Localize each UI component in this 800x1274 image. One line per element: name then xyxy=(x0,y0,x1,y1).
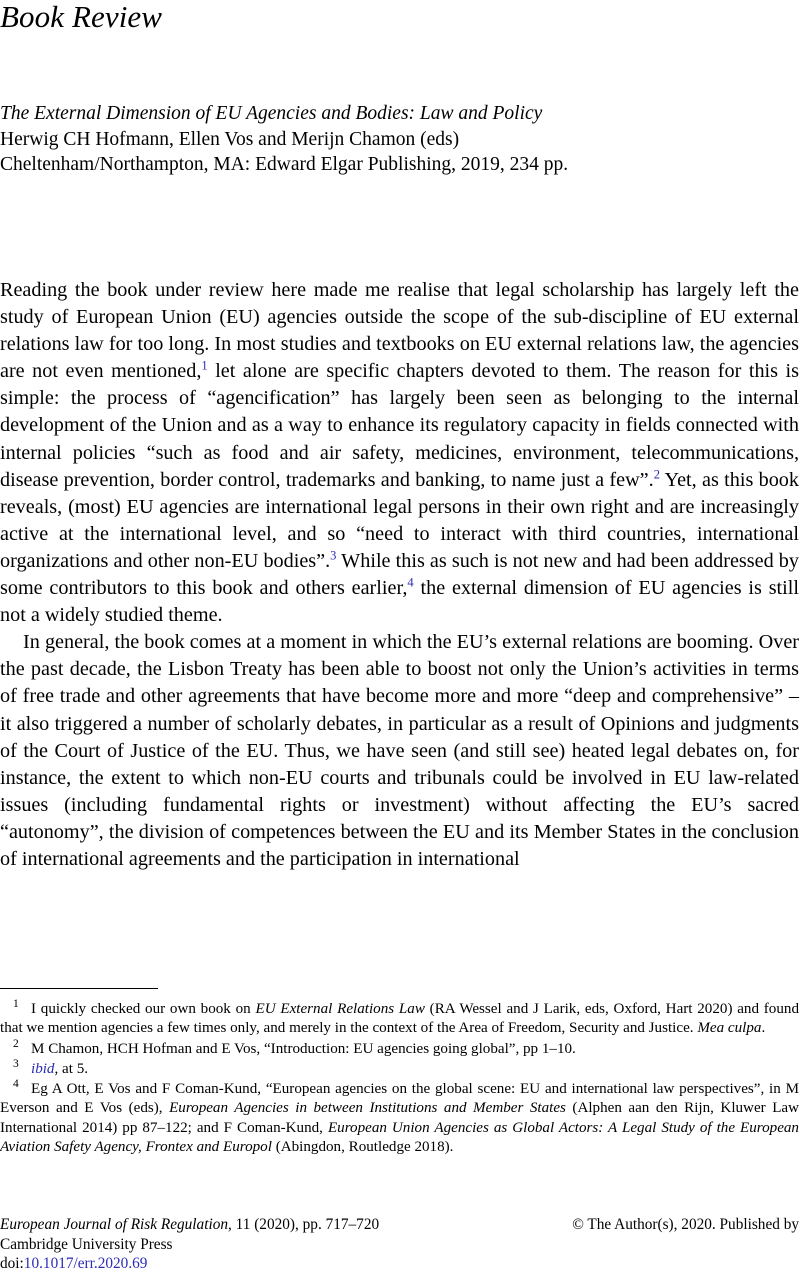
footnote-item-4: 4 Eg A Ott, E Vos and F Coman-Kund, “European agencies on the global scene: EU and international law perspectives”, in M Everson and E Vos (eds), European Agencies in between Institutions and Member States (Alphen aan den Rijn, Kluwer Law International 2014) pp 87–122; and F Coman-Kund, European Union Agencies as Global Actors: A Legal Study of the European Aviation Safety Agency, Frontex and Europol (Abingdon, Routledge 2018). xyxy=(0,1078,800,1156)
doi-label: doi: xyxy=(0,1255,24,1273)
paragraph-1-segment-3: Yet, as this book reveals, (most) EU agencies are international legal persons in their own right and are increasingly active at the international level, and so “need to interact with third countries, international organizations and other non-EU bodies”. xyxy=(0,468,799,572)
paragraph-1-segment-4: While this as such is not new and had been addressed by some contributors to this book and others earlier, xyxy=(0,549,799,600)
paragraph-1-segment-2: let alone are specific chapters devoted to them. The reason for this is simple: the process of “agencification” has largely been seen as belonging to the internal development of the Union and as a way to enhance its regulatory capacity in fields connected with internal policies “such as food and air safety, medicines, environment, telecommunications, disease prevention, border control, trademarks and banking, to name just a few”. xyxy=(0,360,799,491)
journal-citation xyxy=(0,1215,379,1235)
footnote-2-segment-1: M Chamon, HCH Hofman and E Vos, “Introduction: EU agencies going global”, pp 1–10. xyxy=(31,1040,576,1057)
footnote-1-segment-1: I quickly checked our own book on xyxy=(31,1001,256,1017)
paragraph-1-segment-1: Reading the book under review here made me realise that legal scholarship has largely left the study of European Union (EU) agencies outside the scope of the sub-discipline of EU external relations law for too long. In most studies and textbooks on EU external relations law, the agencies are not even mentioned, xyxy=(0,279,799,383)
footnote-ref-4[interactable]: 4 xyxy=(407,575,414,590)
journal-name: European Journal of Risk Regulation xyxy=(0,1216,229,1233)
footnote-3-segment-2: , at 5. xyxy=(54,1060,89,1077)
footnote-4-segment-2: (Alphen aan den Rijn, Kluwer Law International 2014) pp 87–122; and F Coman-Kund, xyxy=(0,1100,800,1136)
doi-link[interactable]: 10.1017/err.2020.69 xyxy=(23,1255,148,1273)
reviewed-book-metadata xyxy=(0,101,800,178)
footnote-separator-rule xyxy=(0,988,158,989)
footnote-1-segment-2: (RA Wessel and J Larik, eds, Oxford, Hart 2020) and found that we mention agencies a few times only, and merely in the context of the Area of Freedom, Security and Justice. xyxy=(0,1001,799,1037)
body-paragraph-1 xyxy=(0,277,799,629)
reviewed-book-title: The External Dimension of EU Agencies and Bodies: Law and Policy xyxy=(0,103,543,124)
body-paragraph-2: In general, the book comes at a moment in which the EU’s external relations are booming. Over the past decade, the Lisbon Treaty has been able to boost not only the Union’s activities in terms of free trade and other agreements that have become more and more “deep and comprehensive” – it also triggered a number of scholarly debates, in particular as a result of Opinions and judgments of the Court of Justice of the EU. Thus, we have seen (and still see) heated legal debates on, for instance, the extent to which non-EU courts and tribunals could be involved in EU law-related issues (including fundamental rights or investment) without affecting the EU’s sacred “autonomy”, the division of competences between the EU and its Member States in the conclusion of international agreements and the participation in international xyxy=(0,631,799,870)
journal-citation-rest: , 11 (2020), pp. 717–720 xyxy=(228,1216,380,1233)
paragraph-1-segment-5: the external dimension of EU agencies is still not a widely studied theme. xyxy=(0,577,799,627)
footnote-1-italic-1: EU External Relations Law xyxy=(255,1001,425,1017)
publisher-name: Cambridge University Press xyxy=(0,1235,173,1253)
footnote-4-italic-1: European Agencies in between Institutions and Member States xyxy=(169,1100,566,1117)
journal-footer-row-2 xyxy=(0,1235,799,1255)
footnotes-list xyxy=(0,997,800,1158)
reviewed-book-editors: Herwig CH Hofmann, Ellen Vos and Merijn Chamon (eds) xyxy=(0,128,460,150)
footnote-ref-3[interactable]: 3 xyxy=(330,548,337,563)
article-body xyxy=(0,277,799,873)
journal-footer xyxy=(0,1215,799,1274)
footnote-4-segment-1: Eg A Ott, E Vos and F Coman-Kund, “European agencies on the global scene: EU and international law perspectives”, in M Everson and E Vos (eds), xyxy=(0,1081,799,1117)
footnote-4-italic-2: European Union Agencies as Global Actors: A Legal Study of the European Aviation Safety Agency, Frontex and Europol xyxy=(0,1119,799,1156)
footnote-item-2: 2 M Chamon, HCH Hofman and E Vos, “Introduction: EU agencies going global”, pp 1–10. xyxy=(13,1037,576,1057)
footnote-item-1: 1 I quickly checked our own book on EU External Relations Law (RA Wessel and J Larik, eds, Oxford, Hart 2020) and found that we mention agencies a few times only, and merely in the context of the Area of Freedom, Security and Justice. Mea culpa. xyxy=(0,997,799,1037)
footnote-ref-1[interactable]: 1 xyxy=(201,358,208,373)
footnote-1-italic-2: Mea culpa xyxy=(697,1020,762,1037)
footnote-1-segment-3: . xyxy=(761,1020,766,1037)
journal-footer-row-1 xyxy=(0,1215,799,1235)
reviewed-book-publication: Cheltenham/Northampton, MA: Edward Elgar Publishing, 2019, 234 pp. xyxy=(0,154,569,175)
footnote-4-segment-3: (Abingdon, Routledge 2018). xyxy=(271,1139,454,1156)
footnote-item-3: 3 ibid, at 5. xyxy=(13,1057,89,1077)
footnote-3-ibid-link[interactable]: ibid xyxy=(31,1060,55,1077)
page-title: Book Review xyxy=(0,0,163,34)
copyright-notice: © The Author(s), 2020. Published by xyxy=(572,1216,799,1233)
footnote-ref-2[interactable]: 2 xyxy=(653,466,660,481)
